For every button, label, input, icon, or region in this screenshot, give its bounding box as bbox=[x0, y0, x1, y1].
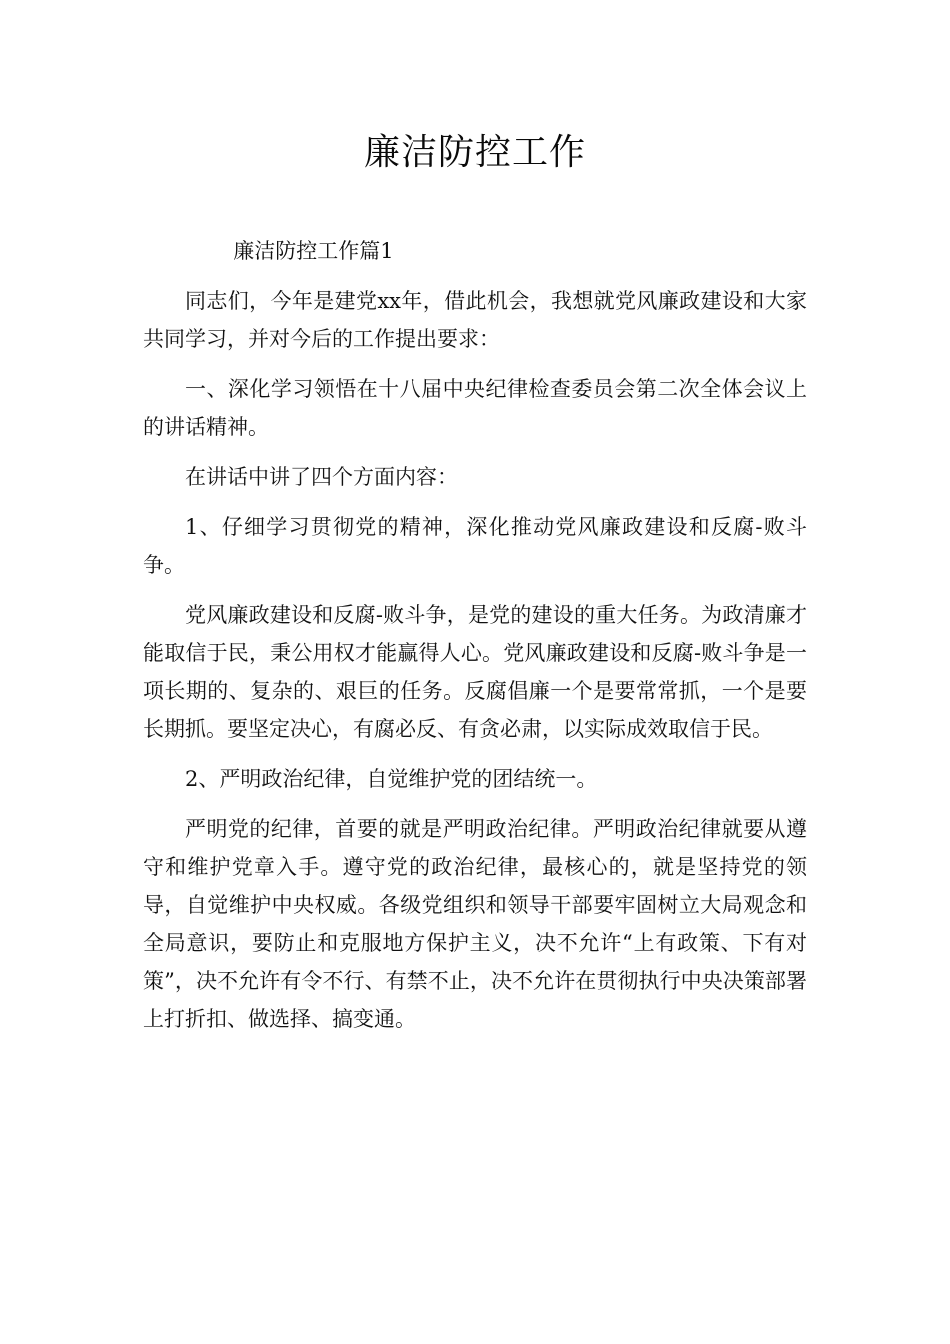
paragraph: 在讲话中讲了四个方面内容： bbox=[185, 465, 458, 489]
paragraph: 同志们，今年是建党xx年，借此机会，我想就党风廉政建设和大家共同学习，并对今后的工作提出要求： bbox=[143, 289, 807, 351]
paragraph: 1、仔细学习贯彻党的精神，深化推动党风廉政建设和反腐-败斗争。 bbox=[143, 515, 807, 577]
document-title: 廉洁防控工作 bbox=[363, 132, 586, 173]
paragraph: 2、严明政治纪律，自觉维护党的团结统一。 bbox=[185, 767, 598, 791]
paragraph: 一、深化学习领悟在十八届中央纪律检查委员会第二次全体会议上的讲话精神。 bbox=[143, 377, 807, 439]
document-body bbox=[143, 232, 807, 1050]
paragraph: 严明党的纪律，首要的就是严明政治纪律。严明政治纪律就要从遵守和维护党章入手。遵守党的政治纪律，最核心的，就是坚持党的领导，自觉维护中央权威。各级党组织和领导干部要牢固树立大局观念和全局意识，要防止和克服地方保护主义，决不允许“上有政策、下有对策”，决不允许有令不行、有禁不止，决不允许在贯彻执行中央决策部署上打折扣、做选择、搞变通。 bbox=[143, 817, 807, 1031]
section-subtitle: 廉洁防控工作篇1 bbox=[233, 239, 394, 263]
paragraph: 党风廉政建设和反腐-败斗争，是党的建设的重大任务。为政清廉才能取信于民，秉公用权才能赢得人心。党风廉政建设和反腐-败斗争是一项长期的、复杂的、艰巨的任务。反腐倡廉一个是要常常抓，一个是要长期抓。要坚定决心，有腐必反、有贪必肃，以实际成效取信于民。 bbox=[143, 603, 807, 741]
